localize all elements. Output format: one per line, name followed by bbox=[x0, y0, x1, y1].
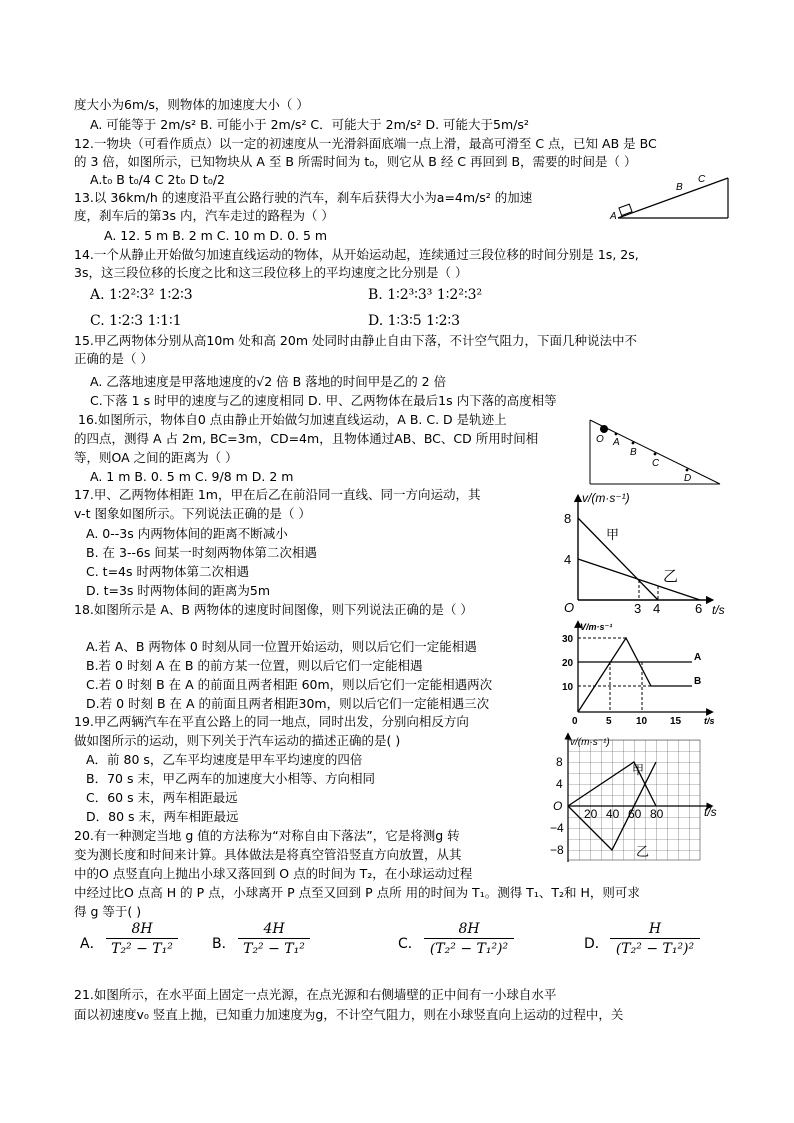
q18-y10: 10 bbox=[562, 682, 574, 693]
q20-option-d-num: H bbox=[610, 921, 700, 939]
q17-y4: 4 bbox=[564, 552, 572, 567]
q14-line2: 3s，这三段位移的长度之比和这三段位移上的平均速度之比分别是（ ） bbox=[74, 265, 468, 280]
q19-yn8: −8 bbox=[550, 843, 564, 857]
point-label-b: B bbox=[630, 447, 637, 458]
q20-line4: 中经过比O 点高 H 的 P 点，小球离开 P 点至又回到 P 点所 用的时间为 T₁。测得 T₁、T₂和 H，则可求 bbox=[74, 885, 640, 900]
q16-options: A. 1 m B. 0. 5 m C. 9/8 m D. 2 m bbox=[90, 469, 294, 484]
q20-option-a-num: 8H bbox=[106, 921, 178, 939]
q19-jia-label: 甲 bbox=[632, 763, 645, 777]
q19-x40: 40 bbox=[606, 807, 620, 821]
q16-line1: 16.如图所示，物体自0 点由静止开始做匀加速直线运动，A B. C. D 是轨迹上 bbox=[78, 412, 507, 427]
incline-label-c: C bbox=[698, 174, 706, 185]
q20-option-c-den: (T₂² − T₁²)² bbox=[429, 941, 509, 957]
q18-line-b-label: B bbox=[694, 676, 702, 687]
q17-option-a: A. 0--3s 内两物体间的距离不断减小 bbox=[86, 526, 288, 541]
q19-yn4: −4 bbox=[550, 821, 564, 835]
vt-graph-q18 bbox=[560, 618, 720, 728]
q16-line2: 的四点，测得 A 占 2m, BC=3m，CD=4m，且物体通过AB、BC、CD 所用时间相 bbox=[74, 431, 539, 446]
q18-xlabel: t/s bbox=[704, 716, 715, 726]
q18-option-c: C.若 0 时刻 B 在 A 的前面且两者相距 60m，则以后它们一定能相遇两次 bbox=[86, 677, 493, 692]
incline-figure-q16 bbox=[588, 418, 723, 486]
q18-x15: 15 bbox=[670, 716, 682, 727]
q19-y8: 8 bbox=[556, 755, 563, 769]
q17-ylabel: v/(m·s⁻¹) bbox=[582, 491, 630, 505]
q20-option-a-fraction bbox=[106, 921, 178, 957]
vt-graph-q17 bbox=[560, 490, 730, 615]
q14-option-d: D. 1∶3∶5 1∶2∶3 bbox=[368, 313, 461, 329]
q17-option-c: C. t=4s 时两物体第二次相遇 bbox=[86, 564, 249, 579]
q20-line1: 20.有一种测定当地 g 值的方法称为“对称自由下落法”，它是将测g 转 bbox=[74, 828, 460, 843]
q17-jia-label: 甲 bbox=[606, 527, 620, 542]
q21-line1: 21.如图所示，在水平面上固定一点光源，在点光源和右侧墙壁的正中间有一小球自水平 bbox=[74, 987, 557, 1002]
q20-option-b-den: T₂² − T₁² bbox=[243, 941, 305, 957]
incline-label-b: B bbox=[676, 182, 683, 193]
q19-option-d: D．80 s 末，两车相距最远 bbox=[86, 809, 239, 824]
q14-line1: 14.一个从静止开始做匀加速直线运动的物体，从开始运动起，连续通过三段位移的时间分别是 1s, 2s, bbox=[74, 247, 639, 262]
q19-yi-label: 乙 bbox=[636, 844, 650, 859]
q11-options: A. 可能等于 2m/s² B. 可能小于 2m/s² C．可能大于 2m/s² D. 可能大于5m/s² bbox=[90, 117, 529, 132]
q20-option-d-den: (T₂² − T₁²)² bbox=[615, 941, 695, 957]
q18-option-b: B.若 0 时刻 A 在 B 的前方某一位置，则以后它们一定能相遇 bbox=[86, 658, 423, 673]
q18-line1: 18.如图所示是 A、B 两物体的速度时间图像，则下列说法正确的是（ ） bbox=[74, 602, 473, 617]
q20-option-b-fraction bbox=[238, 921, 310, 957]
q18-line-a-label: A bbox=[694, 652, 702, 663]
q18-option-a: A.若 A、B 两物体 0 时刻从同一位置开始运动，则以后它们一定能相遇 bbox=[86, 639, 477, 654]
q21-line2: 面以初速度v₀ 竖直上抛，已知重力加速度为g，不计空气阻力，则在小球竖直向上运动的过程中，关 bbox=[74, 1007, 624, 1022]
q18-x10: 10 bbox=[636, 716, 648, 727]
q20-line5: 得 g 等于( ) bbox=[74, 904, 142, 919]
q20-option-a-label: A． bbox=[80, 936, 104, 952]
q17-option-b: B. 在 3--6s 间某一时刻两物体第二次相遇 bbox=[86, 545, 317, 560]
q20-option-c-num: 8H bbox=[424, 921, 514, 939]
q20-option-d-fraction bbox=[610, 921, 700, 957]
q19-x20: 20 bbox=[584, 807, 598, 821]
q19-origin: O bbox=[553, 799, 563, 813]
q19-option-a: A．前 80 s，乙车平均速度是甲车平均速度的四倍 bbox=[86, 752, 363, 767]
point-label-c: C bbox=[652, 458, 660, 469]
q19-option-c: C．60 s 末，两车相距最远 bbox=[86, 790, 238, 805]
q16-line3: 等，则OA 之间的距离为（ ） bbox=[74, 450, 238, 465]
q12-line1: 12.一物块（可看作质点）以一定的初速度从一光滑斜面底端一点上滑，最高可滑至 C 点，已知 AB 是 BC bbox=[74, 136, 657, 151]
q19-ylabel: v/(m·s⁻¹) bbox=[570, 737, 610, 748]
q20-option-c-label: C． bbox=[398, 936, 422, 952]
q17-line1: 17.甲、乙两物体相距 1m，甲在后乙在前沿同一直线、同一方向运动，其 bbox=[74, 487, 481, 502]
q20-option-b-num: 4H bbox=[238, 921, 310, 939]
q18-ylabel: V/m·s⁻¹ bbox=[580, 622, 613, 632]
q17-option-d: D. t=3s 时两物体间的距离为5m bbox=[86, 583, 271, 598]
q15-option-cd: C.下落 1 s 时甲的速度与乙的速度相同 D. 甲、乙两物体在最后1s 内下落的高度相等 bbox=[90, 393, 557, 408]
q14-option-c: C. 1∶2∶3 1∶1∶1 bbox=[90, 313, 182, 329]
q14-option-a: A. 1∶2²∶3² 1∶2∶3 bbox=[90, 287, 193, 303]
q17-line2: v-t 图象如图所示。下列说法正确的是（ ） bbox=[74, 506, 311, 521]
q18-origin: 0 bbox=[572, 716, 578, 727]
q15-line1: 15.甲乙两物体分别从高10m 处和高 20m 处同时由静止自由下落，不计空气阻力，下面几种说法中不 bbox=[74, 333, 637, 348]
q20-option-d-label: D． bbox=[584, 936, 609, 952]
q19-x80: 80 bbox=[650, 807, 664, 821]
incline-figure-q12 bbox=[610, 168, 730, 220]
q20-line2: 变为测长度和时间来计算。具体做法是将真空管沿竖直方向放置，从其 bbox=[74, 847, 462, 862]
q15-line2: 正确的是（ ） bbox=[74, 351, 153, 366]
q17-origin: O bbox=[564, 600, 575, 615]
q18-x5: 5 bbox=[606, 716, 612, 727]
q20-line3: 中的O 点竖直向上抛出小球又落回到 O 点的时间为 T₂，在小球运动过程 bbox=[74, 866, 473, 881]
q15-option-ab: A. 乙落地速度是甲落地速度的√2 倍 B 落地的时间甲是乙的 2 倍 bbox=[90, 374, 447, 389]
q17-xlabel: t/s bbox=[712, 603, 725, 617]
q17-x4: 4 bbox=[653, 601, 661, 616]
point-label-d: D bbox=[684, 473, 692, 484]
q20-option-a-den: T₂² − T₁² bbox=[111, 941, 173, 957]
q19-x60: 60 bbox=[628, 807, 642, 821]
point-label-a: A bbox=[613, 437, 620, 448]
q14-option-b: B. 1∶2³∶3³ 1∶2²∶3² bbox=[368, 287, 483, 303]
q17-x3: 3 bbox=[634, 601, 642, 616]
q17-yi-label: 乙 bbox=[663, 568, 679, 585]
q20-option-c-fraction bbox=[424, 921, 514, 957]
q17-y8: 8 bbox=[564, 511, 572, 526]
q18-option-d: D.若 0 时刻 B 在 A 的前面且两者相距30m，则以后它们一定能相遇三次 bbox=[86, 696, 490, 711]
q18-y20: 20 bbox=[562, 658, 574, 669]
point-label-o: O bbox=[596, 434, 604, 445]
q18-y30: 30 bbox=[562, 634, 574, 645]
q13-options: A. 12. 5 m B. 2 m C. 10 m D. 0. 5 m bbox=[104, 228, 328, 243]
yi-line bbox=[578, 559, 700, 600]
q11-line1: 度大小为6m/s，则物体的加速度大小（ ） bbox=[74, 97, 309, 112]
q19-line1: 19.甲乙两辆汽车在平直公路上的同一地点，同时出发，分别向相反方向 bbox=[74, 714, 469, 729]
q13-line1: 13.以 36km/h 的速度沿平直公路行驶的汽车，刹车后获得大小为a=4m/s² 的加速 bbox=[74, 190, 533, 205]
q19-xlabel: t/s bbox=[704, 805, 717, 819]
q19-line2: 做如图所示的运动，则下列关于汽车运动的描述正确的是( ) bbox=[74, 733, 401, 748]
q17-x6: 6 bbox=[695, 601, 703, 616]
q20-option-b-label: B． bbox=[212, 936, 236, 952]
vt-graph-q19 bbox=[550, 732, 730, 872]
q12-line2: 的 3 倍，如图所示，已知物块从 A 至 B 所需时间为 t₀，则它从 B 经 C 再回到 B，需要的时间是（ ） bbox=[74, 154, 637, 169]
incline-label-a: A bbox=[610, 211, 617, 222]
q19-option-b: B．70 s 末，甲乙两车的加速度大小相等、方向相同 bbox=[86, 771, 375, 786]
q19-y4: 4 bbox=[556, 777, 563, 791]
q13-line2: 度，刹车后的第3s 内，汽车走过的路程为（ ） bbox=[74, 208, 334, 223]
q12-options: A.t₀ B t₀/4 C 2t₀ D t₀/2 bbox=[90, 172, 226, 187]
